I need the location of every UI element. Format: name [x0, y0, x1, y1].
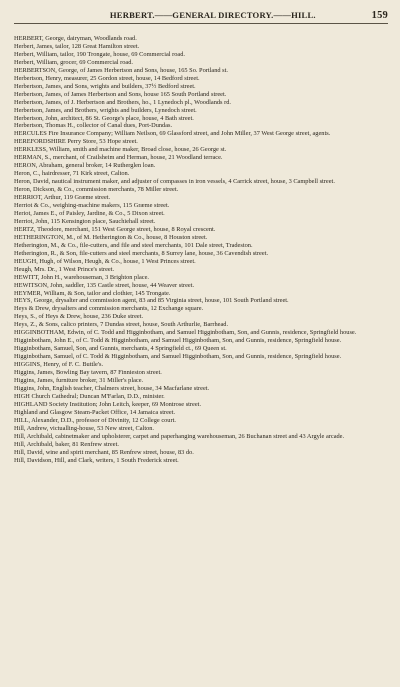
- directory-entry: HEWITT, John H., warehouseman, 3 Brighton place.: [14, 273, 150, 281]
- directory-entry: HEYMER, William, & Son, tailor and clothier, 145 Trongate.: [14, 289, 171, 297]
- directory-entry: HETHERINGTON, M., of M. Hetherington & Co., house, 8 Houston street.: [14, 233, 208, 241]
- directory-entry: Herbert, James, tailor, 128 Great Hamilton street.: [14, 42, 140, 50]
- directory-entry: Herbertson, Thomas H., collector of Canal dues, Port-Dundas.: [14, 122, 173, 130]
- directory-entry: Heys, Z., & Sons, calico printers, 7 Dundas street, house, South Arthurlie, Barrhead.: [14, 321, 229, 329]
- directory-entries: [14, 35, 388, 464]
- directory-entry: Herbertson, James, and Sons, wrights and builders, 37½ Bedford street.: [14, 82, 196, 90]
- directory-entry: Higgins, James, furniture broker, 31 Miller's place.: [14, 376, 144, 384]
- directory-entry: Herriot, John, 115 Kensington place, Sauchiehall street.: [14, 217, 156, 225]
- directory-entry: HEUGH, Hugh, of Wilson, Heugh, & Co., house, 1 West Princes street.: [14, 257, 196, 265]
- directory-entry: HERBERT, George, dairyman, Woodlands road.: [14, 35, 137, 42]
- directory-entry: Higgins, John, English teacher, Chalmers street, house, 34 Macfarlane street.: [14, 384, 210, 392]
- directory-entry: Herbertson, John, architect, 86 St. George's place, house, 4 Bath street.: [14, 114, 194, 122]
- directory-entry: HERTZ, Theodore, merchant, 151 West George street, house, 8 Royal crescent.: [14, 225, 216, 233]
- directory-entry: Herbert, William, grocer, 69 Commercial road.: [14, 58, 133, 66]
- directory-entry: Highland and Glasgow Steam-Packet Office, 14 Jamaica street.: [14, 408, 176, 416]
- directory-entry: HERKLESS, William, smith and machine maker, Broad close, house, 26 George st.: [14, 146, 227, 154]
- directory-entry: HEWITSON, John, saddler, 135 Castle street, house, 44 Weaver street.: [14, 281, 195, 289]
- directory-entry: Hill, Andrew, victualling-house, 53 New street, Calton.: [14, 424, 155, 432]
- directory-entry: HEREFORDSHIRE Perry Store, 53 Hope street.: [14, 138, 138, 146]
- directory-entry: Heron, Dickson, & Co., commission merchants, 78 Miller street.: [14, 186, 179, 194]
- directory-entry: Herriot & Co., weighing-machine makers, 115 Græme street.: [14, 202, 170, 210]
- directory-entry: Herbertson, Henry, measurer, 25 Gordon street, house, 14 Bedford street.: [14, 74, 200, 82]
- directory-entry: HERBERTSON, George, of James Herbertson and Sons, house, 165 So. Portland st.: [14, 66, 228, 74]
- running-head: [14, 10, 388, 24]
- directory-entry: Heron, C., hairdresser, 71 Kirk street, Calton.: [14, 170, 130, 178]
- directory-entry: Herbertson, James, of James Herbertson and Sons, house 165 South Portland street.: [14, 90, 227, 98]
- directory-entry: Heron, David, nautical instrument maker, and adjuster of compasses in iron vessels, 4 Carrick street, house, 3 Campbell street.: [14, 178, 335, 186]
- directory-entry: Hill, Archibald, cabinetmaker and upholsterer, carpet and paperhanging warehouseman, 26 Buchanan street and 43 Argyle arcade.: [14, 432, 345, 440]
- directory-entry: Higginbotham, Samuel, Son, and Gunnis, merchants, 4 Springfield ct., 69 Queen st.: [14, 345, 227, 353]
- directory-entry: HERON, Abraham, general broker, 14 Rutherglen loan.: [14, 162, 156, 170]
- directory-entry: HERRIOT, Arthur, 119 Græme street.: [14, 194, 111, 202]
- directory-entry: Hetherington, R., & Son, file-cutters and steel merchants, 8 Surrey lane, house, 36 Cavendish street.: [14, 249, 269, 257]
- directory-entry: Heriot, James E., of Paisley, Jardine, & Co., 5 Dixon street.: [14, 209, 165, 217]
- directory-entry: HIGH Church Cathedral; Duncan M'Farlan, D.D., minister.: [14, 392, 165, 400]
- directory-entry: HIGGINS, Henry, of F. C. Buttle's.: [14, 361, 104, 369]
- directory-entry: Heys & Drew, drysalters and commission merchants, 12 Exchange square.: [14, 305, 204, 313]
- directory-entry: Higginbotham, Samuel, of C. Todd & Higginbotham, and Samuel Higginbotham, Son, and Gunnis, residence, Springfield house.: [14, 353, 342, 361]
- directory-entry: HERMAN, S., merchant, of Crailsheim and Herman, house, 21 Woodland terrace.: [14, 154, 223, 162]
- directory-entry: Herbertson, James, and Brothers, wrights and builders, Lynedoch street.: [14, 106, 197, 114]
- directory-entry: Hetherington, M., & Co., file-cutters, and file and steel merchants, 101 Dale street, Tradeston.: [14, 241, 253, 249]
- directory-entry: Heugh, Mrs. Dr., 1 West Prince's street.: [14, 265, 115, 273]
- directory-entry: HIGHLAND Society Institution; John Leitch, keeper, 69 Montrose street.: [14, 400, 202, 408]
- directory-entry: Herbertson, James, of J. Herbertson and Brothers, ho., 1 Lynedoch pl., Woodlands rd.: [14, 98, 231, 106]
- directory-entry: HIGGINBOTHAM, Edwin, of C. Todd and Higginbotham, and Samuel Higginbotham, Son, and Gunnis, residence, Springfield house.: [14, 329, 357, 337]
- directory-entry: Higgins, James, Bowling Bay tavern, 87 Finnieston street.: [14, 369, 162, 377]
- directory-entry: HEYS, George, drysalter and commission agent, 83 and 85 Virginia street, house, 101 South Portland street.: [14, 297, 289, 305]
- directory-entry: Hill, David, wine and spirit merchant, 85 Renfrew street, house, 83 do.: [14, 448, 194, 456]
- directory-entry: HILL, Alexander, D.D., professor of Divinity, 12 College court.: [14, 416, 176, 424]
- directory-entry: Heys, S., of Heys & Drew, house, 236 Duke street.: [14, 313, 144, 321]
- page-title: HERBERT.——GENERAL DIRECTORY.——HILL.: [109, 10, 316, 20]
- directory-entry: Herbert, William, tailor, 190 Trongate, house, 69 Commercial road.: [14, 50, 185, 58]
- page-number: 159: [371, 10, 388, 21]
- directory-entry: Hill, Archibald, baker, 81 Renfrew street.: [14, 440, 119, 448]
- directory-entry: HERCULES Fire Insurance Company; William Neilson, 69 Glassford street, and John Miller, 37 West George street, agents.: [14, 130, 331, 138]
- directory-entry: Hill, Davidson, Hill, and Clark, writers, 1 South Frederick street.: [14, 456, 179, 464]
- directory-entry: Higginbotham, John E., of C. Todd & Higginbotham, and Samuel Higginbotham, Son, and Gunnis, residence, Springfield house.: [14, 337, 342, 345]
